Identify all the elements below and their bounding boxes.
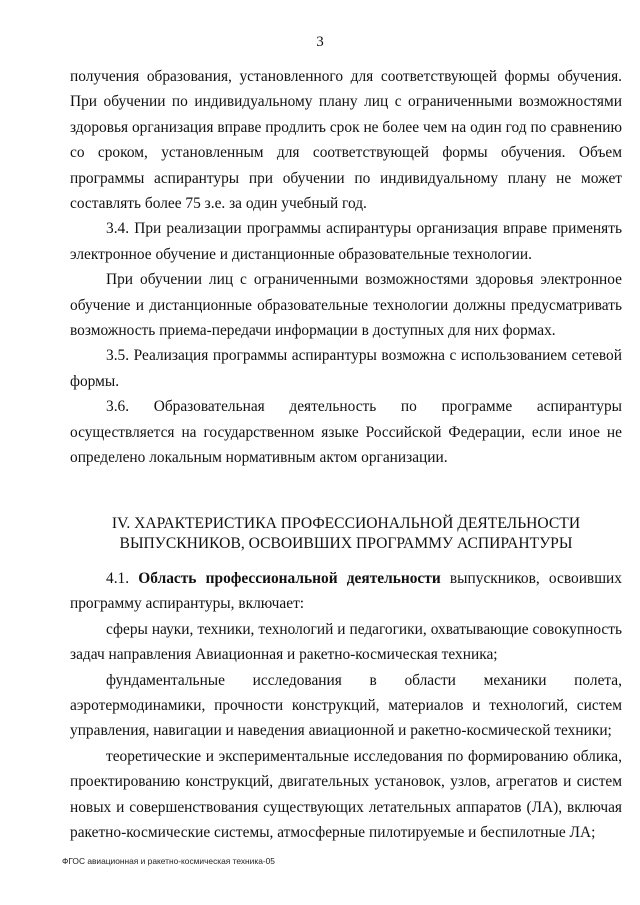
paragraph-4-1	[70, 566, 622, 617]
page-number: 3	[316, 34, 324, 50]
paragraph-4-1-term: Область профессиональной деятельности	[138, 570, 441, 587]
section-4-heading-line-2: ВЫПУСКНИКОВ, ОСВОИВШИХ ПРОГРАММУ АСПИРАНТУРЫ	[119, 535, 573, 552]
list-item-fundamental-research: фундаментальные исследования в области механики полета, аэротермодинамики, прочности конструкций, материалов и технологий, систем управления, навигации и наведения авиационной и ракетно-космической техники;	[70, 671, 622, 740]
paragraph-3-5: 3.5. Реализация программы аспирантуры возможна с использованием сетевой формы.	[70, 347, 622, 390]
list-item-science-spheres: сферы науки, техники, технологий и педагогики, охватывающие совокупность задач направления Авиационная и ракетно-космическая техника;	[70, 620, 622, 664]
section-4-text	[70, 566, 622, 845]
document-footer: ФГОС авиационная и ракетно-космическая техника-05	[62, 856, 275, 866]
paragraph-individual-plan: получения образования, установленного для соответствующей формы обучения. При обучении по индивидуальному плану лиц с ограниченными возможностями здоровья организация вправе продлить срок не более чем на один год по сравнению со сроком, установленным для соответствующей формы обучения. Объем программы аспирантуры при обучении по индивидуальному плану не может составлять более 75 з.е. за один учебный год.	[70, 68, 622, 213]
section-3-text	[70, 64, 622, 471]
paragraph-4-1-rest: выпускников, освоивших программу аспирантуры, включает:	[70, 570, 622, 613]
paragraph-4-1-number: 4.1.	[106, 570, 130, 587]
paragraph-3-6: 3.6. Образовательная деятельность по программе аспирантуры осуществляется на государственном языке Российской Федерации, если иное не определено локальным нормативным актом организации.	[70, 398, 622, 467]
list-item-applied-research: теоретические и экспериментальные исследования по формированию облика, проектированию конструкций, двигательных установок, узлов, агрегатов и систем новых и совершенствования существующих летательных аппаратов (ЛА), включая ракетно-космические системы, атмосферные пилотируемые и беспилотные ЛА;	[70, 747, 622, 842]
section-4-heading-line-1: IV. ХАРАКТЕРИСТИКА ПРОФЕССИОНАЛЬНОЙ ДЕЯТЕЛЬНОСТИ	[111, 515, 581, 532]
paragraph-3-4: 3.4. При реализации программы аспирантуры организация вправе применять электронное обучение и дистанционные образовательные технологии.	[70, 220, 622, 263]
section-4-heading	[70, 514, 622, 554]
paragraph-disabilities-elearning: При обучении лиц с ограниченными возможностями здоровья электронное обучение и дистанционные образовательные технологии должны предусматривать возможность приема-передачи информации в доступных для них формах.	[70, 271, 622, 340]
